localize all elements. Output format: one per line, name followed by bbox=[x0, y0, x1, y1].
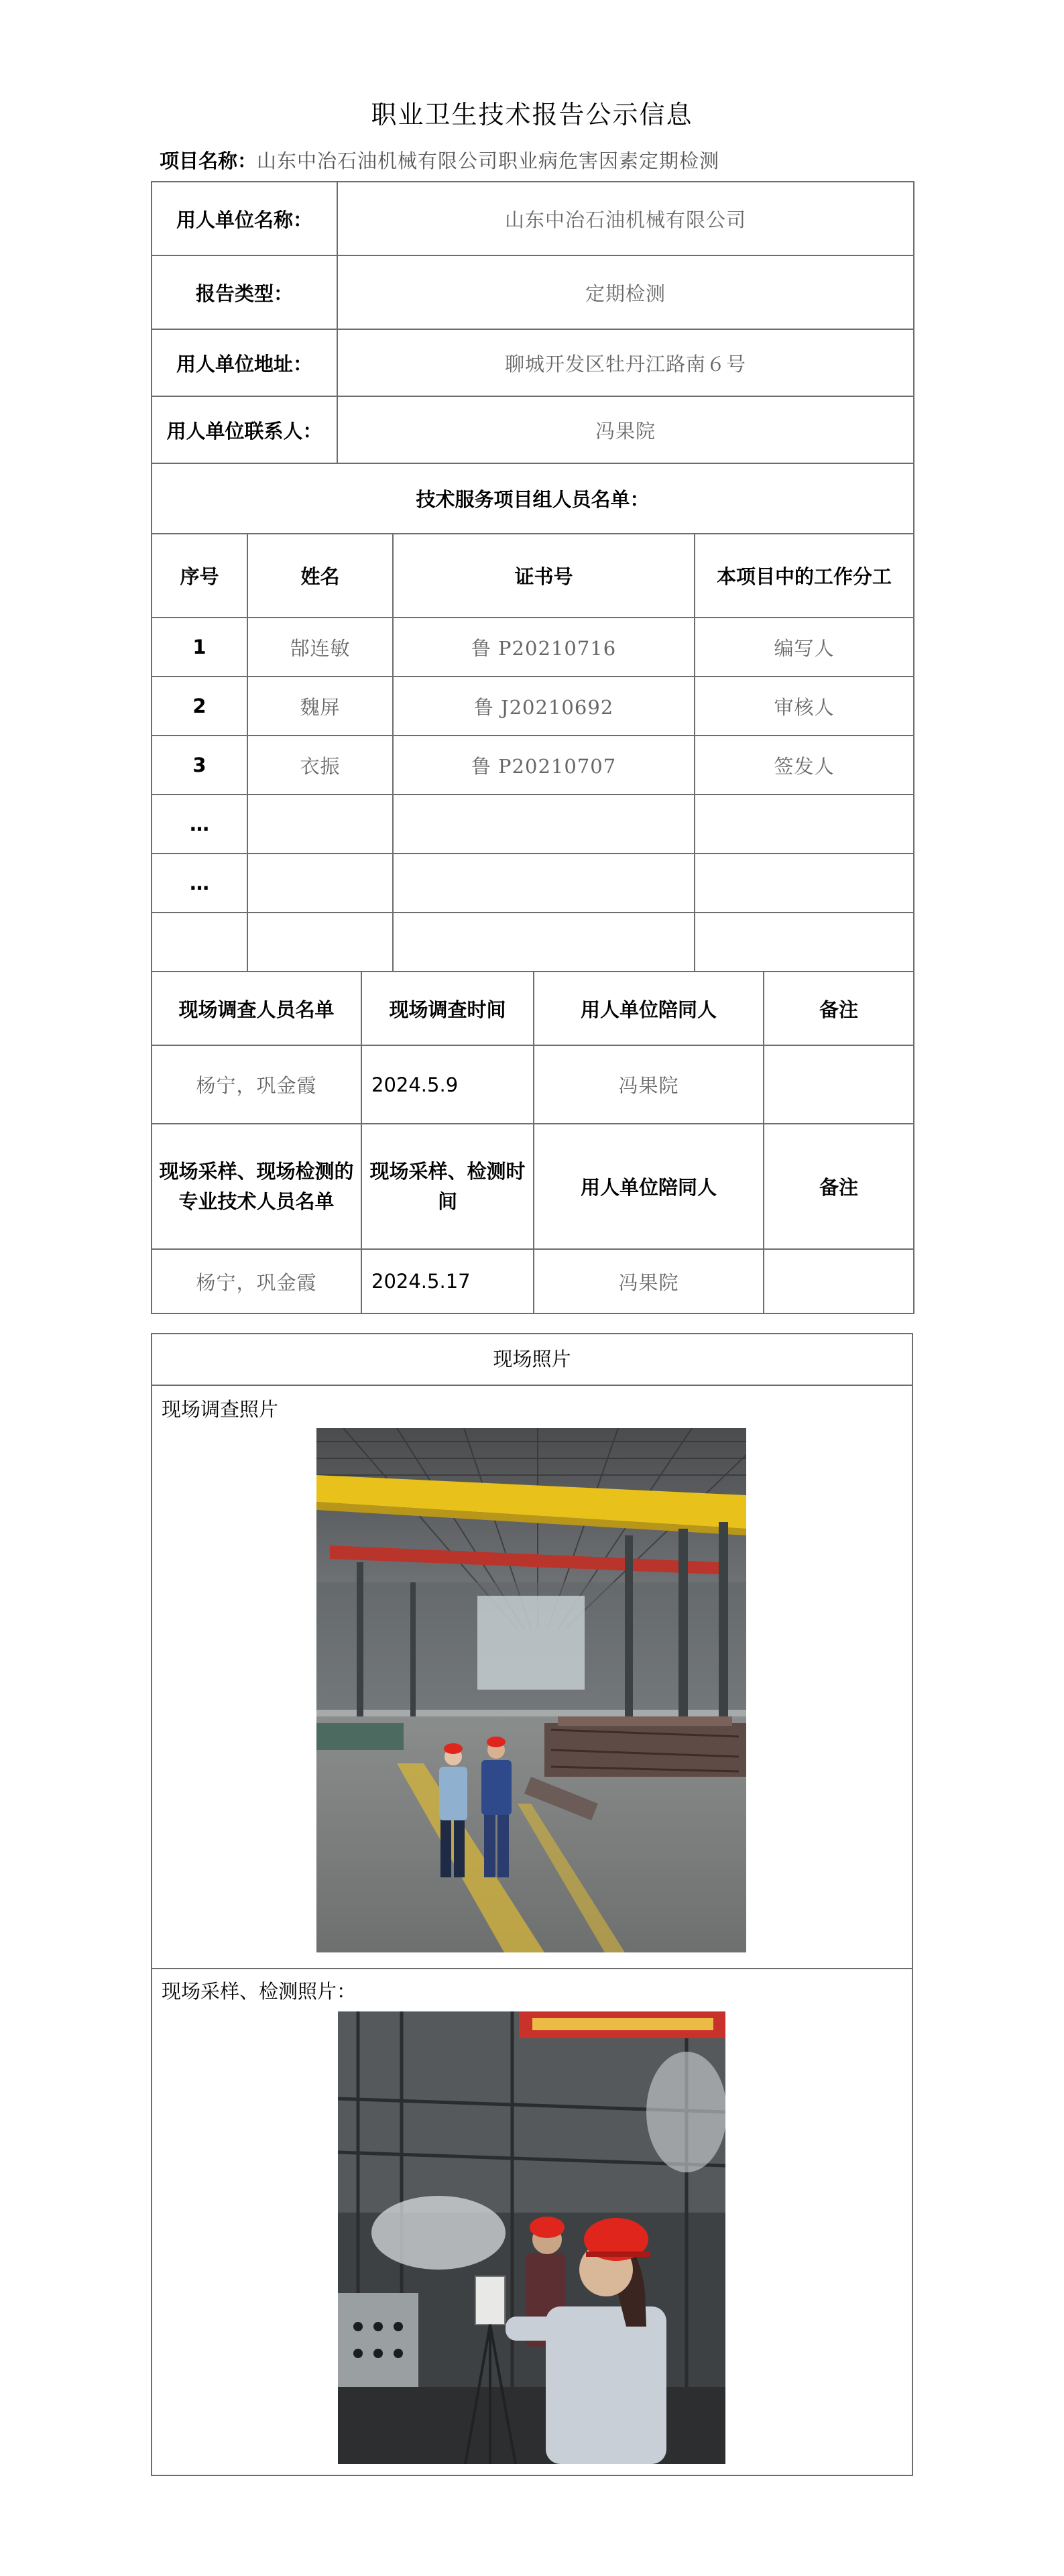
sampling-header-row bbox=[152, 1124, 914, 1249]
survey-sampling-table bbox=[151, 971, 914, 1314]
table-row bbox=[152, 736, 914, 795]
team-row-cert: 鲁 J20210692 bbox=[393, 677, 695, 736]
site-photos-heading: 现场照片 bbox=[152, 1334, 912, 1386]
employer-address-value: 聊城开发区牡丹江路南６号 bbox=[337, 329, 914, 396]
team-row-no: … bbox=[152, 795, 247, 854]
sampling-data-row bbox=[152, 1249, 914, 1313]
table-row bbox=[152, 854, 914, 913]
team-row-no: … bbox=[152, 854, 247, 913]
team-row-name: 魏屏 bbox=[247, 677, 393, 736]
team-col-name: 姓名 bbox=[247, 534, 393, 618]
survey-col-people: 现场调查人员名单 bbox=[152, 972, 361, 1045]
team-row-cert: 鲁 P20210707 bbox=[393, 736, 695, 795]
team-col-cert: 证书号 bbox=[393, 534, 695, 618]
table-row bbox=[152, 913, 914, 972]
team-row-no bbox=[152, 913, 247, 972]
sampling-note bbox=[764, 1249, 914, 1313]
sampling-escort: 冯果院 bbox=[534, 1249, 764, 1313]
report-type-row bbox=[152, 255, 914, 329]
team-row-name bbox=[247, 795, 393, 854]
team-table bbox=[151, 463, 914, 972]
employer-contact-row bbox=[152, 396, 914, 463]
table-row bbox=[152, 618, 914, 677]
team-row-no: 1 bbox=[152, 618, 247, 677]
survey-data-row bbox=[152, 1045, 914, 1124]
sampling-photo-label: 现场采样、检测照片： bbox=[162, 1980, 357, 2003]
table-row bbox=[152, 677, 914, 736]
survey-col-note: 备注 bbox=[764, 972, 914, 1045]
table-row bbox=[152, 795, 914, 854]
project-name-value: 山东中冶石油机械有限公司职业病危害因素定期检测 bbox=[257, 150, 720, 172]
page-title: 职业卫生技术报告公示信息 bbox=[371, 100, 693, 129]
employer-address-label: 用人单位地址： bbox=[152, 329, 337, 396]
survey-col-time: 现场调查时间 bbox=[361, 972, 534, 1045]
team-col-role: 本项目中的工作分工 bbox=[695, 534, 914, 618]
report-type-value: 定期检测 bbox=[337, 255, 914, 329]
report-type-label: 报告类型： bbox=[152, 255, 337, 329]
team-row-cert bbox=[393, 913, 695, 972]
employer-contact-label: 用人单位联系人： bbox=[152, 396, 337, 463]
survey-col-escort: 用人单位陪同人 bbox=[534, 972, 764, 1045]
team-row-role: 审核人 bbox=[695, 677, 914, 736]
team-row-role: 编写人 bbox=[695, 618, 914, 677]
team-row-name: 衣振 bbox=[247, 736, 393, 795]
employer-name-row bbox=[152, 182, 914, 255]
sampling-col-people: 现场采样、现场检测的专业技术人员名单 bbox=[152, 1124, 361, 1249]
team-row-role bbox=[695, 795, 914, 854]
team-row-role bbox=[695, 913, 914, 972]
survey-photo-label: 现场调查照片 bbox=[162, 1398, 279, 1421]
survey-header-row bbox=[152, 972, 914, 1045]
sampling-col-time: 现场采样、检测时间 bbox=[361, 1124, 534, 1249]
team-row-role: 签发人 bbox=[695, 736, 914, 795]
site-photos-section bbox=[151, 1333, 913, 2476]
survey-time: 2024.5.9 bbox=[361, 1045, 534, 1124]
team-row-name bbox=[247, 854, 393, 913]
employer-address-row bbox=[152, 329, 914, 396]
photo-section-divider bbox=[152, 1968, 912, 1969]
sampling-people: 杨宁，巩金霞 bbox=[152, 1249, 361, 1313]
team-heading-row bbox=[152, 463, 914, 534]
team-row-name bbox=[247, 913, 393, 972]
survey-escort: 冯果院 bbox=[534, 1045, 764, 1124]
team-row-role bbox=[695, 854, 914, 913]
team-header-row bbox=[152, 534, 914, 618]
employer-info-table bbox=[151, 181, 914, 464]
team-row-name: 郜连敏 bbox=[247, 618, 393, 677]
sampling-col-escort: 用人单位陪同人 bbox=[534, 1124, 764, 1249]
project-name-label: 项目名称： bbox=[160, 150, 257, 172]
employer-contact-value: 冯果院 bbox=[337, 396, 914, 463]
team-row-cert bbox=[393, 795, 695, 854]
team-row-cert bbox=[393, 854, 695, 913]
team-row-no: 2 bbox=[152, 677, 247, 736]
project-name-line bbox=[160, 146, 719, 174]
survey-photo bbox=[316, 1428, 746, 1952]
team-row-cert: 鲁 P20210716 bbox=[393, 618, 695, 677]
survey-people: 杨宁，巩金霞 bbox=[152, 1045, 361, 1124]
sampling-time: 2024.5.17 bbox=[361, 1249, 534, 1313]
team-col-no: 序号 bbox=[152, 534, 247, 618]
employer-name-value: 山东中冶石油机械有限公司 bbox=[337, 182, 914, 255]
team-heading: 技术服务项目组人员名单： bbox=[152, 463, 914, 534]
team-row-no: 3 bbox=[152, 736, 247, 795]
employer-name-label: 用人单位名称： bbox=[152, 182, 337, 255]
survey-note bbox=[764, 1045, 914, 1124]
sampling-col-note: 备注 bbox=[764, 1124, 914, 1249]
sampling-photo bbox=[338, 2011, 725, 2464]
